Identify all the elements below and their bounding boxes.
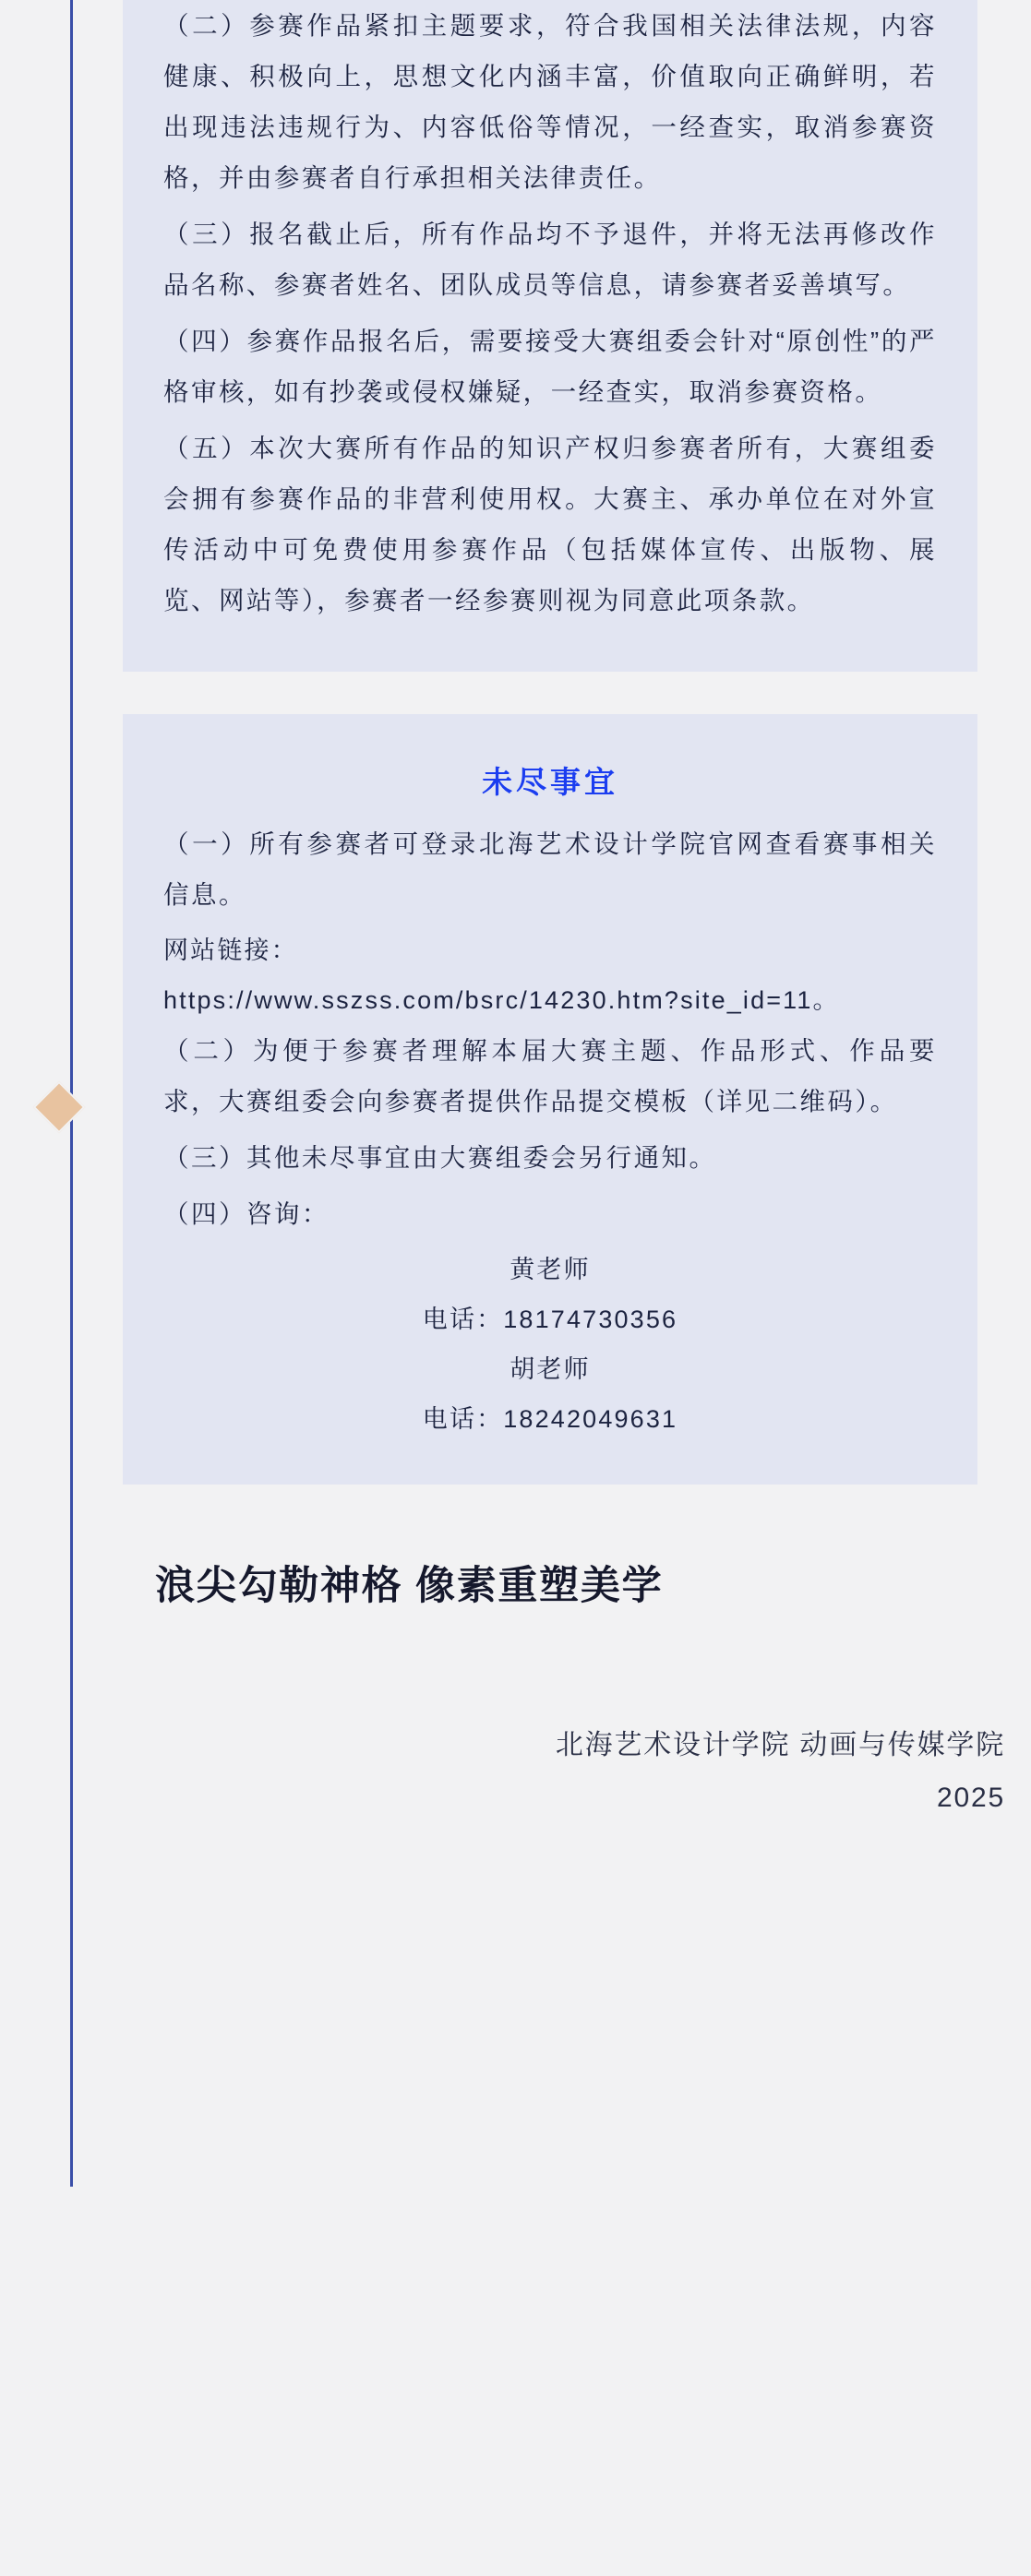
section-title-misc: 未尽事宜: [482, 765, 618, 799]
contact-name: 胡老师: [510, 1355, 591, 1383]
contact-name: 黄老师: [510, 1256, 591, 1283]
panel-gap: [0, 672, 1031, 714]
rules-paragraph: （三）报名截止后，所有作品均不予退件，并将无法再修改作品名称、参赛者姓名、团队成员等信息，请参赛者妥善填写。: [163, 220, 937, 299]
misc-paragraph-1: （一）所有参赛者可登录北海艺术设计学院官网查看赛事相关信息。: [163, 829, 937, 909]
footer-organization: 北海艺术设计学院 动画与传媒学院: [555, 1730, 1005, 1760]
misc-paragraph-3: （三）其他未尽事宜由大赛组委会另行通知。: [163, 1143, 717, 1172]
misc-paragraph-4: （四）咨询：: [163, 1199, 330, 1228]
slogan-text: 浪尖勾勒神格 像素重塑美学: [155, 1564, 664, 1608]
website-url[interactable]: https://www.sszss.com/bsrc/14230.htm?site_id=11。: [163, 986, 840, 1014]
rules-paragraph: （二）参赛作品紧扣主题要求，符合我国相关法律法规，内容健康、积极向上，思想文化内涵丰富，价值取向正确鲜明，若出现违法违规行为、内容低俗等情况，一经查实，取消参赛资格，并由参赛者自行承担相关法律责任。: [163, 11, 937, 192]
misc-matters-panel: [123, 714, 977, 1485]
bottom-spacer: [0, 1814, 1031, 1869]
contact-phone[interactable]: 电话：18174730356: [422, 1306, 678, 1333]
rules-paragraph: （四）参赛作品报名后，需要接受大赛组委会针对“原创性”的严格审核，如有抄袭或侵权嫌疑，一经查实，取消参赛资格。: [163, 327, 937, 406]
footer-year: 2025: [937, 1783, 1005, 1813]
contact-phone[interactable]: 电话：18242049631: [422, 1405, 678, 1433]
misc-paragraph-2: （二）为便于参赛者理解本届大赛主题、作品形式、作品要求，大赛组委会向参赛者提供作品提交模板（详见二维码）。: [163, 1036, 937, 1115]
website-label: 网站链接：: [163, 936, 298, 964]
competition-rules-panel: [123, 0, 977, 672]
rules-paragraph: （五）本次大赛所有作品的知识产权归参赛者所有，大赛组委会拥有参赛作品的非营利使用权。大赛主、承办单位在对外宣传活动中可免费使用参赛作品（包括媒体宣传、出版物、展览、网站等），参赛者一经参赛则视为同意此项条款。: [163, 434, 937, 614]
